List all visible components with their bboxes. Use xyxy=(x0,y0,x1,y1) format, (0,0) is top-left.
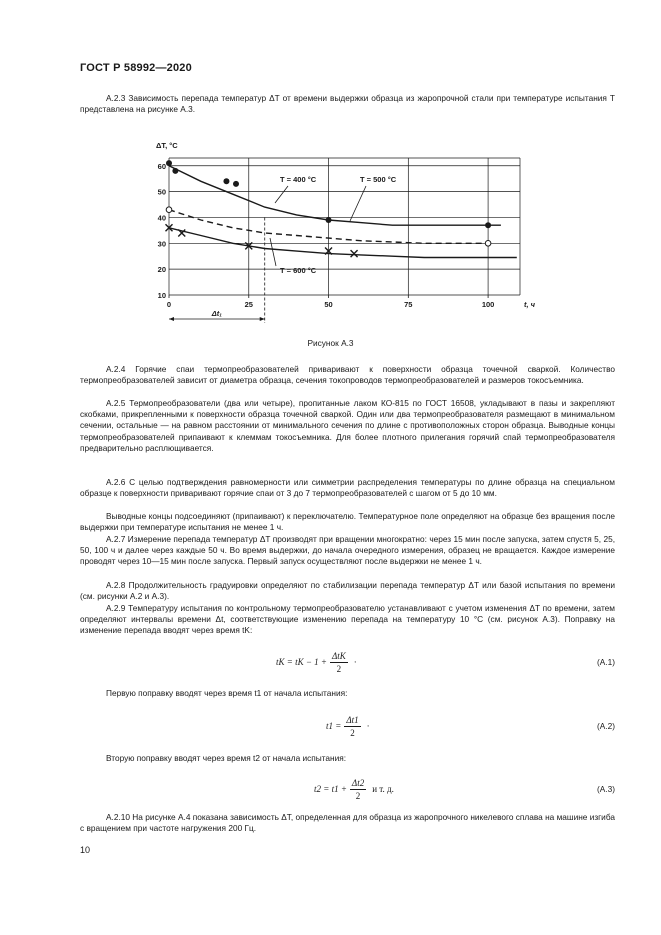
figure-a3-chart xyxy=(120,128,540,328)
equation-a2-lhs: t1 = xyxy=(326,721,342,731)
equation-a2-number: (А.2) xyxy=(597,721,615,731)
y-tick-label: 40 xyxy=(157,213,166,223)
series-label: T = 400 °C xyxy=(280,175,317,184)
paragraph-second-correction: Вторую поправку вводят через время t2 от начала испытания: xyxy=(106,753,347,763)
y-axis-label: ΔT, °C xyxy=(156,141,178,150)
equation-a3-tail: и т. д. xyxy=(372,784,394,794)
page-number: 10 xyxy=(80,845,91,855)
x-tick-label: 50 xyxy=(324,300,333,309)
series-leader-line xyxy=(270,238,276,266)
y-tick-label: 30 xyxy=(157,239,166,249)
equation-a2-tail: · xyxy=(366,721,370,731)
series-line xyxy=(169,166,501,225)
x-tick-label: 100 xyxy=(481,300,495,309)
equation-a3-denominator: 2 xyxy=(355,790,361,801)
paragraph-a24: А.2.4 Горячие спаи термопреобразователей приваривают к поверхности образца точечной сваркой. Количество термопреобразователей зависит от диаметра образца, сечения токопроводов термопреобразователей и размеров токосъемника. xyxy=(80,364,615,386)
paragraph-a29: А.2.9 Температуру испытания по контрольному термопреобразователю устанавливают с учетом изменения ΔT по времени, затем определяют интервалы времени Δt, соответствующие изменению перепада на температуру 10 °С (см. рисунок А.3). Поправку на изменение перепада вводят через время tK: xyxy=(80,603,615,636)
equation-a1-lhs: tK = tK − 1 + xyxy=(276,657,327,667)
data-point-dot xyxy=(485,222,491,228)
document-header: ГОСТ Р 58992—2020 xyxy=(80,62,192,74)
equation-a2-numerator: Δt1 xyxy=(346,714,359,725)
x-tick-label: 75 xyxy=(404,300,413,309)
paragraph-a28: А.2.8 Продолжительность градуировки определяют по стабилизации перепада температур ΔT или базой испытания по времени (см. рисунки А.2 и А.3). xyxy=(80,580,615,602)
series-leader-line xyxy=(275,186,288,203)
data-point-dot xyxy=(326,217,332,223)
paragraph-a210: А.2.10 На рисунке А.4 показана зависимость ΔT, определенная для образца из жаропрочного никелевого сплава на машине изгиба с вращением при частоте нагружения 200 Гц. xyxy=(80,812,615,834)
equation-a2-denominator: 2 xyxy=(350,727,355,738)
data-point-dot xyxy=(233,181,239,187)
data-point-circle xyxy=(166,207,172,213)
x-tick-label: 25 xyxy=(244,300,253,309)
data-point-cross xyxy=(351,250,358,257)
equation-a3-number: (А.3) xyxy=(597,784,615,794)
series-leader-line xyxy=(350,186,366,221)
x-axis-label: t, ч xyxy=(524,300,536,309)
chart-labels xyxy=(156,141,536,323)
paragraph-a23: А.2.3 Зависимость перепада температур ΔT от времени выдержки образца из жаропрочной стали при температуре испытания T представлена на рисунке А.3. xyxy=(80,93,615,115)
paragraph-a26: А.2.6 С целью подтверждения равномерности или симметрии распределения температуры по длине образца на специальном образце к поверхности приваривают горячие спаи от 3 до 7 термопреобразователей с шагом от 5 до 10 мм. xyxy=(80,477,615,499)
data-point-dot xyxy=(223,178,229,184)
data-point-dot xyxy=(172,168,178,174)
equation-a1-numerator: ΔtK xyxy=(331,650,346,661)
paragraph-a26-continued: Выводные концы подсоединяют (припаивают) к переключателю. Температурное поле определяют на образце без вращения после выдержки при температуре испытания не менее 1 ч. xyxy=(80,511,615,533)
equation-a1 xyxy=(80,642,615,682)
equation-a1-number: (А.1) xyxy=(597,657,615,667)
data-point-dot xyxy=(166,160,172,166)
paragraph-a25: А.2.5 Термопреобразователи (два или четыре), пропитанные лаком КО-815 по ГОСТ 16508, укладывают в пазы и закрепляют скобками, прикрепленными к поверхности образца точечной сваркой. Один или два термопреобразователя размещают в минимальном сечении, остальные — на равном расстоянии от минимального сечения по длине с противоположных сторон образца. Выводные концы термопреобразователей припаивают к клеммам токосъемника. Для более плотного прилегания горячий спай термопреобразователя предварительно расплющивается. xyxy=(80,398,615,453)
x-tick-label: 0 xyxy=(166,300,172,309)
chart-grid xyxy=(169,158,520,298)
equation-a3 xyxy=(80,769,615,809)
series-label: T = 600 °C xyxy=(280,266,317,275)
paragraph-a27: А.2.7 Измерение перепада температур ΔT производят при вращении многократно: через 15 мин после запуска, затем спустя 5, 25, 50, 100 ч и далее через каждые 50 ч. Во время выдержки, до начала очередного измерения, образец не вращается. Каждое измерение проводят через 10—15 мин после запуска. Первый запуск осуществляют после выдержки не менее 1 ч. xyxy=(80,534,615,567)
y-tick-label: 50 xyxy=(157,187,166,197)
equation-a1-denominator: 2 xyxy=(336,663,342,674)
y-tick-label: 10 xyxy=(157,291,166,300)
series-label: T = 500 °C xyxy=(360,175,397,184)
paragraph-first-correction: Первую поправку вводят через время t1 от начала испытания: xyxy=(106,688,348,698)
series-line xyxy=(169,228,517,258)
delta-label: Δt₁ xyxy=(211,309,222,318)
equation-a2 xyxy=(80,706,615,746)
equation-a3-numerator: Δt2 xyxy=(351,777,365,788)
y-tick-label: 60 xyxy=(157,161,166,171)
figure-caption: Рисунок А.3 xyxy=(307,338,354,348)
data-point-circle xyxy=(485,241,491,247)
y-tick-label: 20 xyxy=(157,265,166,275)
chart-curves xyxy=(169,166,517,258)
equation-a1-tail: · xyxy=(353,657,357,667)
equation-a3-lhs: t2 = t1 + xyxy=(314,784,347,794)
